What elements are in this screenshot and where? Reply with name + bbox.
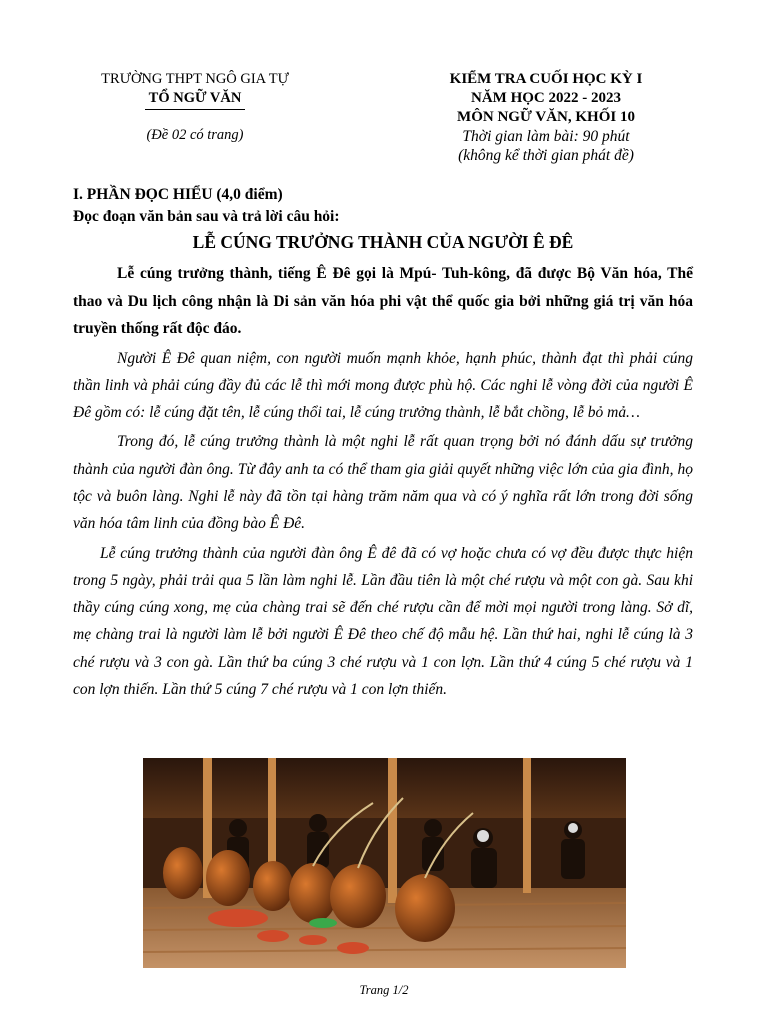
exam-body (73, 184, 693, 703)
paragraph-intro: Lễ cúng trưởng thành, tiếng Ê Đê gọi là Mpú- Tuh-kông, đã được Bộ Văn hóa, Thể thao và Du lịch công nhận là Di sản văn hóa phi vật thể quốc gia bởi những giá trị văn hóa truyền thống rất độc đáo. (73, 265, 693, 337)
school-year: NĂM HỌC 2022 - 2023 (471, 90, 621, 106)
header-right (390, 70, 702, 165)
duration: Thời gian làm bài: 90 phút (462, 128, 630, 145)
subject: MÔN NGỮ VĂN, KHỐI 10 (457, 109, 635, 125)
department-name: TỔ NGỮ VĂN (148, 90, 242, 106)
section-instruction: Đọc đoạn văn bản sau và trả lời câu hỏi: (73, 208, 340, 225)
passage-title: LỄ CÚNG TRƯỞNG THÀNH CỦA NGƯỜI Ê ĐÊ (192, 232, 574, 252)
duration-note: (không kể thời gian phát đề) (458, 147, 634, 164)
exam-title: KIỂM TRA CUỐI HỌC KỲ I (449, 71, 643, 87)
paragraph-3: Trong đó, lễ cúng trưởng thành là một nghi lễ rất quan trọng bởi nó đánh dấu sự trưởng thành của người đàn ông. Từ đây anh ta có thể tham gia giải quyết những việc lớn của gia đình, họ tộc và buôn làng. Nghi lễ này đã tồn tại hàng trăm năm qua và có ý nghĩa rất lớn trong đời sống văn hóa tâm linh của đồng bào Ê Đê. (73, 433, 693, 533)
page-number: Trang 1/2 (359, 983, 409, 997)
header-underline (145, 109, 245, 110)
school-name: TRƯỜNG THPT NGÔ GIA TỰ (101, 71, 289, 87)
paragraph-2: Người Ê Đê quan niệm, con người muốn mạnh khỏe, hạnh phúc, thành đạt thì phải cúng thần linh và phải cúng đầy đủ các lễ thì mới mong được phù hộ. Các nghi lễ vòng đời của người Ê Đê gồm có: lễ cúng đặt tên, lễ cúng thổi tai, lễ cúng trưởng thành, lễ bắt chồng, lễ bỏ mả… (73, 349, 693, 422)
paragraph-4: Lễ cúng trưởng thành của người đàn ông Ê đê đã có vợ hoặc chưa có vợ đều được thực hiện trong 5 ngày, phải trải qua 5 lần làm nghi lễ. Lần đầu tiên là một ché rượu và một con gà. Sau khi thầy cúng cúng xong, mẹ của chàng trai sẽ đến ché rượu cần để mời mọi người trong làng. Sở dĩ, mẹ chàng trai là người làm lễ bởi người Ê Đê theo chế độ mẫu hệ. Lần thứ hai, nghi lễ cúng là 3 ché rượu và 3 con gà. Lần thứ ba cúng 3 ché rượu và 1 con lợn. Lần thứ 4 cúng 5 ché rượu và 1 con lợn thiến. Lần thứ 5 cúng 7 ché rượu và 1 con lợn thiến. (73, 544, 693, 699)
header-left (60, 70, 330, 145)
ceremony-photo (143, 758, 626, 968)
pages-note: (Đề 02 có trang) (146, 127, 244, 143)
section-heading: I. PHẦN ĐỌC HIỂU (4,0 điểm) (73, 186, 283, 203)
